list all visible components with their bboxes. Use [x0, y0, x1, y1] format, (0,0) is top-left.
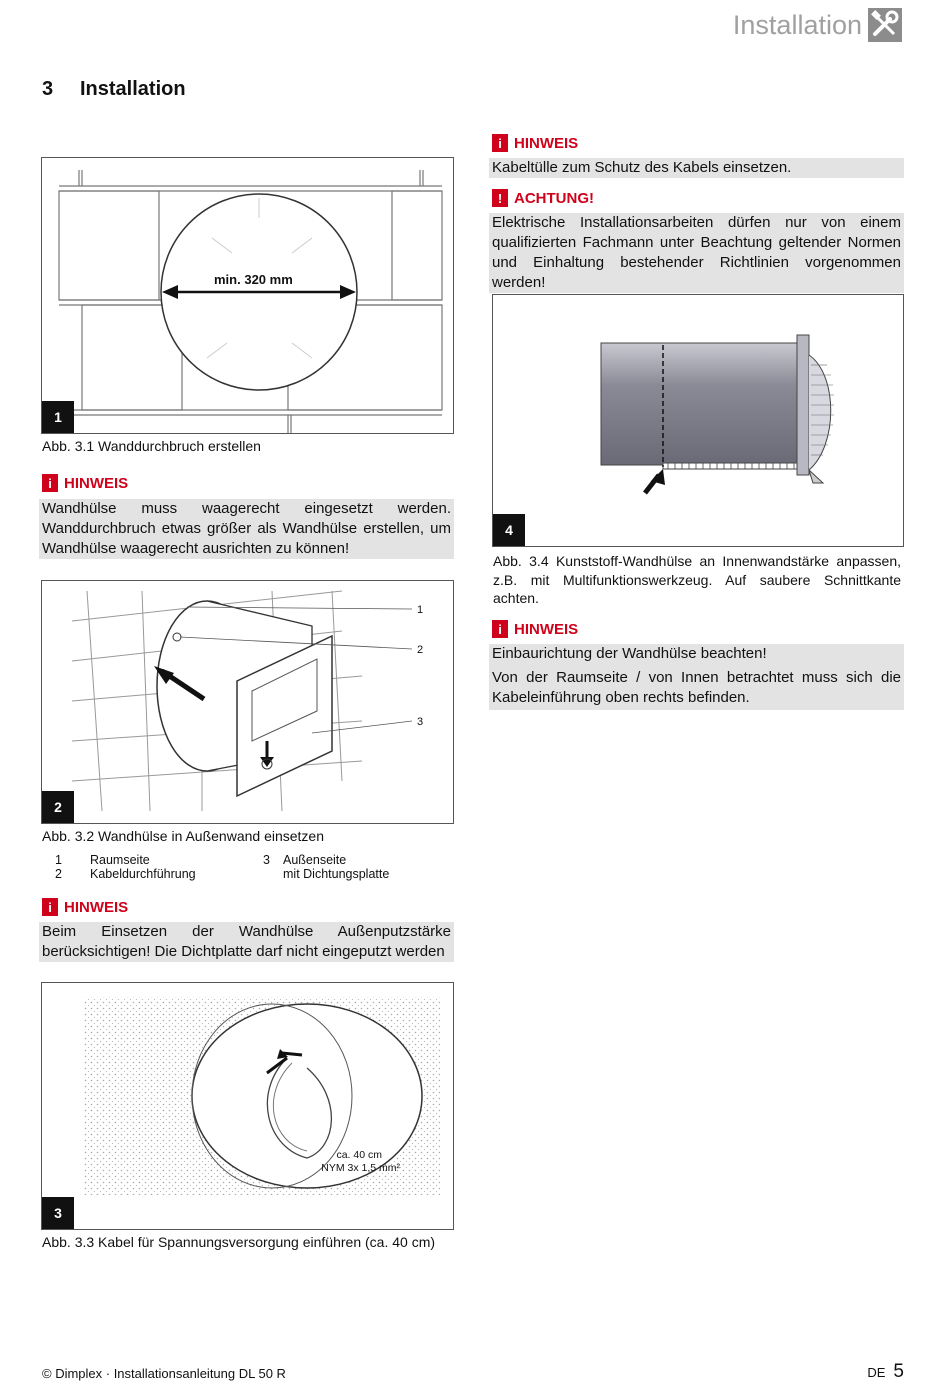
note-text: Wandhülse muss waagerecht eingesetzt werden. Wanddurchbruch etwas größer als Wandhülse erstellen, um Wandhülse waagerecht ausrichten zu können! — [39, 499, 454, 559]
figure-caption: Abb. 3.2 Wandhülse in Außenwand einsetzen — [42, 828, 325, 844]
info-icon: i — [492, 134, 508, 152]
info-icon: i — [492, 620, 508, 638]
legend-label: Kabeldurchführung — [90, 867, 196, 881]
legend-num: 3 — [263, 853, 270, 867]
section-number: 3 — [42, 78, 54, 100]
figure-cable-feed — [41, 982, 454, 1230]
warning-icon: ! — [492, 189, 508, 207]
callout-2: 2 — [417, 644, 424, 656]
note-heading — [492, 189, 594, 207]
section-title: Installation — [80, 78, 186, 100]
figure-wall-opening — [41, 157, 454, 434]
note-title: ACHTUNG! — [514, 189, 594, 207]
info-icon: i — [42, 474, 58, 492]
figure-caption: Abb. 3.3 Kabel für Spannungsversorgung einführen (ca. 40 cm) — [42, 1234, 436, 1250]
note-text: Kabeltülle zum Schutz des Kabels einsetzen. — [489, 158, 904, 178]
note-text-line: Einbaurichtung der Wandhülse beachten! — [492, 645, 767, 662]
figure-cut-sleeve — [492, 294, 904, 547]
note-heading — [492, 620, 578, 638]
note-heading — [42, 474, 128, 492]
legend-num: 2 — [55, 867, 62, 881]
figure-insert-sleeve — [41, 580, 454, 824]
tools-icon — [868, 8, 902, 42]
callout-3: 3 — [417, 716, 424, 728]
note-text: Beim Einsetzen der Wandhülse Außenputzstärke berücksichtigen! Die Dichtplatte darf nicht eingeputzt werden — [39, 922, 454, 962]
note-text — [489, 644, 904, 710]
note-title: HINWEIS — [514, 620, 579, 638]
note-heading — [492, 134, 578, 152]
callout-1: 1 — [417, 604, 424, 616]
figure-number: 3 — [42, 1197, 74, 1229]
figure-number: 1 — [42, 401, 74, 433]
cable-length-label: ca. 40 cm — [336, 1149, 382, 1161]
legend-label: Raumseite — [90, 853, 150, 867]
legend-label-cont: mit Dichtungsplatte — [283, 867, 390, 881]
info-icon: i — [42, 898, 58, 916]
dimension-label: min. 320 mm — [214, 272, 293, 287]
running-header-title: Installation — [732, 10, 862, 40]
note-heading — [42, 898, 128, 916]
figure-number: 4 — [493, 514, 525, 546]
note-text-line: Von der Raumseite / von Innen betrachtet muss sich die Kabeleinführung oben rechts befinden. — [492, 669, 901, 706]
figure-number: 2 — [42, 791, 74, 823]
figure-caption: Abb. 3.1 Wanddurchbruch erstellen — [42, 438, 261, 454]
cable-type-label: NYM 3x 1,5 mm² — [321, 1162, 400, 1174]
note-text: Elektrische Installationsarbeiten dürfen nur von einem qualifizierten Fachmann unter Beachtung geltender Normen und Einhaltung bestehender Richtlinien vorgenommen werden! — [489, 213, 904, 293]
note-title: HINWEIS — [64, 474, 129, 492]
language-code: DE — [867, 1365, 886, 1380]
page-number: 5 — [893, 1361, 904, 1382]
legend-label: Außenseite — [283, 853, 347, 867]
footer-page — [867, 1361, 904, 1383]
note-title: HINWEIS — [514, 134, 579, 152]
figure-caption: Abb. 3.4 Kunststoff-Wandhülse an Innenwandstärke anpassen, z.B. mit Multifunktionswerkzeug. Auf saubere Schnittkante achten. — [493, 553, 901, 606]
legend-num: 1 — [55, 853, 62, 867]
footer-copyright: © Dimplex · Installationsanleitung DL 50 R — [42, 1366, 286, 1381]
note-title: HINWEIS — [64, 898, 129, 916]
